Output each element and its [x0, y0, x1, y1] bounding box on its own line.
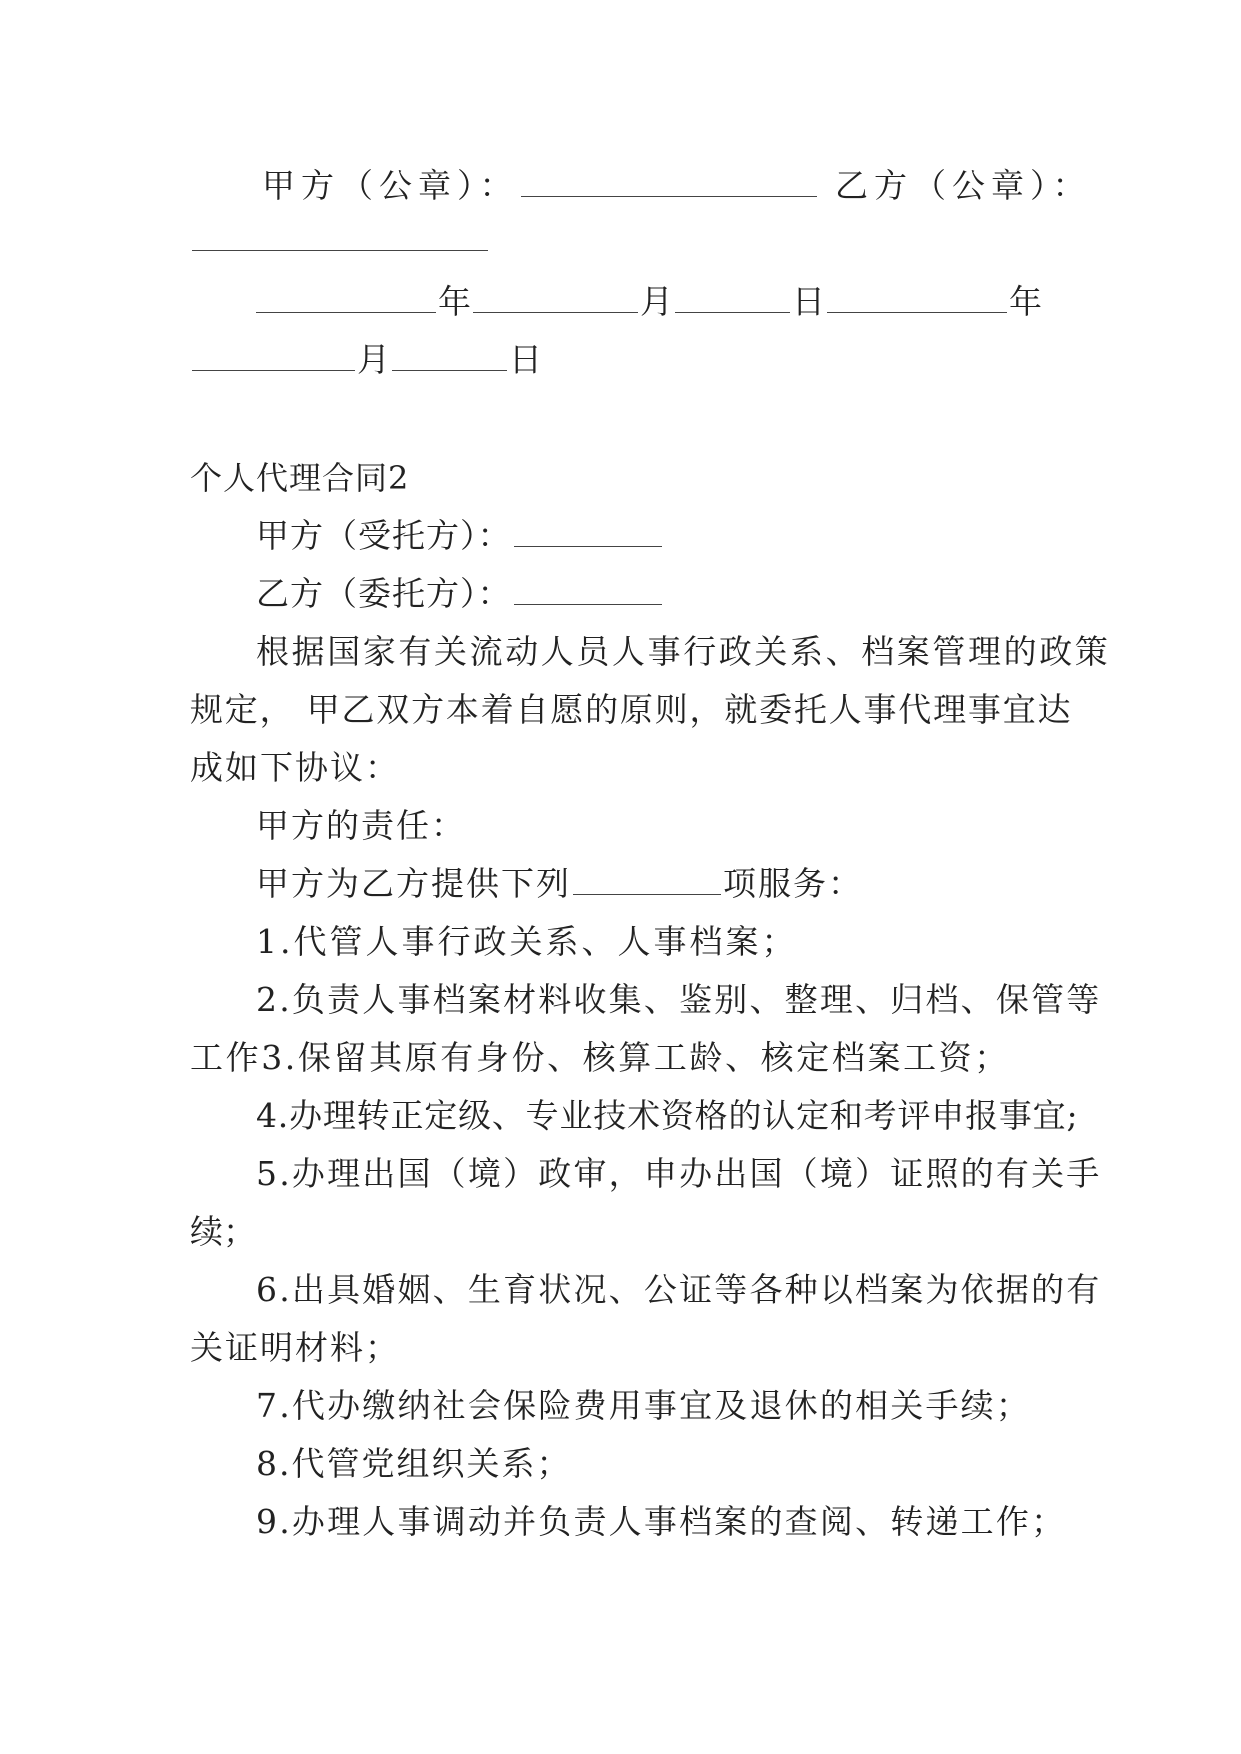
services-suffix: 项服务：	[723, 864, 863, 903]
party-a-seal-label: 甲方（公章）：	[262, 166, 519, 205]
item-9: 9.办理人事调动并负责人事档案的查阅、转递工作；	[256, 1502, 1067, 1541]
date-a-year-blank	[256, 284, 436, 313]
party-b-line	[256, 574, 664, 614]
item-8: 8.代管党组织关系；	[256, 1444, 572, 1483]
date-a-day-label: 日	[792, 282, 825, 321]
party-a-line	[256, 516, 664, 556]
item-5-line-1: 5.办理出国（境）政审，申办出国（境）证照的有关手	[256, 1154, 1102, 1193]
party-a-blank	[514, 518, 662, 547]
intro-line-1: 根据国家有关流动人员人事行政关系、档案管理的政策	[256, 632, 1111, 671]
intro-line-3: 成如下协议：	[190, 748, 400, 787]
item-2-line-2: 工作3.保留其原有身份、核算工龄、核定档案工资；	[190, 1038, 1010, 1077]
party-b-seal-blank	[192, 222, 488, 251]
services-line	[256, 864, 863, 904]
date-b-month-label: 月	[357, 340, 390, 379]
date-line-2	[190, 340, 542, 380]
party-a-seal-blank	[521, 168, 817, 197]
date-a-year-label: 年	[438, 282, 471, 321]
intro-line-2: 规定， 甲乙双方本着自愿的原则，就委托人事代理事宜达	[190, 690, 1073, 729]
party-b-label: 乙方（委托方）：	[256, 574, 512, 613]
party-b-blank	[514, 576, 662, 605]
responsibility-heading: 甲方的责任：	[256, 806, 466, 845]
contract-title: 个人代理合同2	[190, 459, 410, 497]
party-a-label: 甲方（受托方）：	[256, 516, 512, 555]
date-a-day-blank	[675, 284, 790, 313]
party-b-seal-label: 乙方（公章）：	[835, 166, 1092, 205]
date-b-year-blank	[827, 284, 1007, 313]
item-7: 7.代办缴纳社会保险费用事宜及退休的相关手续；	[256, 1386, 1032, 1425]
seal-blank-line	[190, 220, 490, 260]
date-a-month-blank	[473, 284, 638, 313]
item-6-line-2: 关证明材料；	[190, 1328, 400, 1367]
services-prefix: 甲方为乙方提供下列	[256, 864, 571, 903]
services-count-blank	[573, 866, 721, 895]
date-b-day-blank	[392, 342, 507, 371]
item-2-line-1: 2.负责人事档案材料收集、鉴别、整理、归档、保管等	[256, 980, 1102, 1019]
seal-line	[262, 166, 1092, 206]
item-4: 4.办理转正定级、专业技术资格的认定和考评申报事宜;	[256, 1096, 1079, 1135]
date-b-day-label: 日	[509, 340, 542, 379]
item-6-line-1: 6.出具婚姻、生育状况、公证等各种以档案为依据的有	[256, 1270, 1102, 1309]
item-5-line-2: 续；	[190, 1212, 256, 1251]
item-1: 1.代管人事行政关系、人事档案；	[256, 922, 798, 961]
date-a-month-label: 月	[640, 282, 673, 321]
date-b-month-blank	[192, 342, 355, 371]
date-line-1	[254, 282, 1042, 322]
date-b-year-label: 年	[1009, 282, 1042, 321]
